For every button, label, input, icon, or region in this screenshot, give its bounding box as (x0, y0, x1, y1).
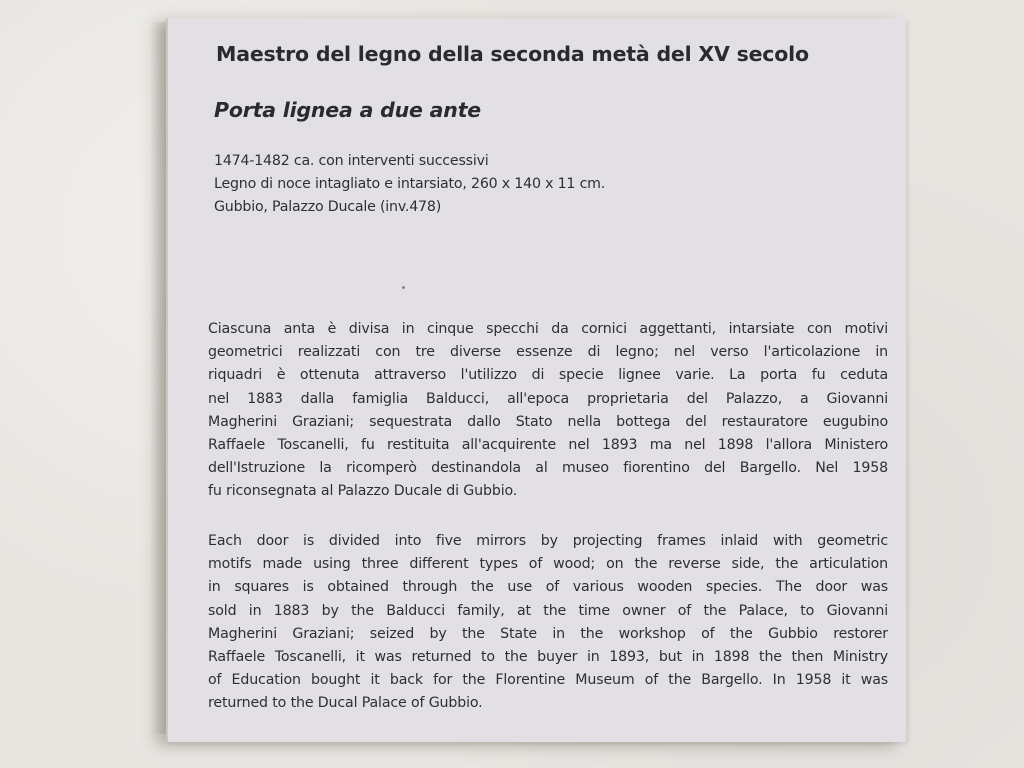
english-line: Raffaele Toscanelli, it was returned to the buyer in 1893, but in 1898 the then Ministry (208, 649, 888, 666)
english-description (208, 530, 888, 716)
artwork-location: Gubbio, Palazzo Ducale (inv.478) (214, 199, 442, 215)
english-line: Each door is divided into five mirrors by projecting frames inlaid with geometric (208, 533, 888, 549)
english-line: returned to the Ducal Palace of Gubbio. (208, 695, 483, 712)
italian-line: Raffaele Toscanelli, fu restituita all'acquirente nel 1893 ma nel 1898 l'allora Ministero (208, 437, 888, 454)
italian-description (208, 318, 888, 504)
museum-label-card (166, 18, 906, 742)
artwork-metadata (214, 150, 605, 219)
card-speck (402, 286, 405, 289)
italian-line: fu riconsegnata al Palazzo Ducale di Gubbio. (208, 483, 518, 500)
english-line: in squares is obtained through the use of various wooden species. The door was (208, 579, 888, 596)
italian-line: geometrici realizzati con tre diverse essenze di legno; nel verso l'articolazione in (208, 344, 888, 361)
english-line: of Education bought it back for the Florentine Museum of the Bargello. In 1958 it was (208, 672, 888, 689)
artwork-author-title: Maestro del legno della seconda metà del XV secolo (216, 42, 809, 66)
english-line: sold in 1883 by the Balducci family, at the time owner of the Palace, to Giovanni (208, 602, 888, 619)
english-line: motifs made using three different types of wood; on the reverse side, the articulation (208, 556, 888, 573)
italian-line: dell'Istruzione la ricomperò destinandola al museo fiorentino del Bargello. Nel 1958 (208, 460, 888, 477)
english-line: Magherini Graziani; seized by the State in the workshop of the Gubbio restorer (208, 625, 888, 642)
artwork-date: 1474-1482 ca. con interventi successivi (214, 153, 489, 169)
italian-line: Magherini Graziani; sequestrata dallo Stato nella bottega del restauratore eugubino (208, 413, 888, 430)
artwork-name: Porta lignea a due ante (214, 98, 481, 122)
italian-line: riquadri è ottenuta attraverso l'utilizzo di specie lignee varie. La porta fu ceduta (208, 367, 888, 384)
italian-line: Ciascuna anta è divisa in cinque specchi da cornici aggettanti, intarsiate con motivi (208, 321, 888, 337)
italian-line: nel 1883 dalla famiglia Balducci, all'epoca proprietaria del Palazzo, a Giovanni (208, 390, 888, 407)
artwork-material-dimensions: Legno di noce intagliato e intarsiato, 260 x 140 x 11 cm. (214, 176, 606, 192)
